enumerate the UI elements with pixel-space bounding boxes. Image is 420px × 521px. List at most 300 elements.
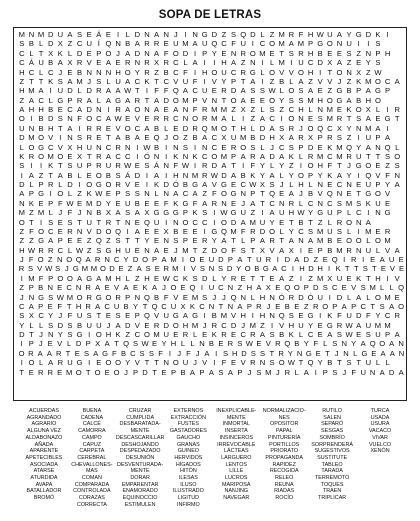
letter-cell[interactable]: C bbox=[173, 67, 179, 77]
letter-cell[interactable]: F bbox=[77, 114, 82, 124]
letter-cell[interactable]: V bbox=[269, 245, 275, 255]
letter-cell[interactable]: Z bbox=[29, 208, 34, 218]
letter-cell[interactable]: R bbox=[47, 367, 53, 377]
letter-cell[interactable]: Y bbox=[57, 330, 63, 339]
letter-cell[interactable]: R bbox=[115, 180, 121, 189]
letter-cell[interactable]: C bbox=[221, 39, 227, 49]
letter-cell[interactable]: A bbox=[204, 348, 210, 358]
letter-cell[interactable]: V bbox=[279, 67, 285, 77]
letter-cell[interactable]: T bbox=[57, 123, 63, 133]
letter-cell[interactable]: L bbox=[298, 151, 304, 161]
letter-cell[interactable]: H bbox=[384, 48, 391, 58]
letter-cell[interactable]: P bbox=[385, 86, 391, 96]
letter-cell[interactable]: R bbox=[256, 301, 262, 311]
letter-cell[interactable]: L bbox=[38, 39, 44, 49]
letter-cell[interactable]: A bbox=[256, 283, 262, 293]
letter-cell[interactable]: P bbox=[250, 236, 256, 246]
letter-cell[interactable]: O bbox=[244, 264, 251, 274]
letter-cell[interactable]: I bbox=[20, 358, 23, 368]
letter-cell[interactable]: V bbox=[134, 320, 140, 330]
letter-cell[interactable]: C bbox=[218, 283, 224, 293]
letter-cell[interactable]: W bbox=[268, 86, 276, 96]
letter-cell[interactable]: D bbox=[211, 30, 218, 39]
letter-cell[interactable]: C bbox=[173, 273, 179, 283]
letter-cell[interactable]: D bbox=[355, 311, 362, 321]
letter-cell[interactable]: R bbox=[346, 151, 352, 161]
letter-cell[interactable]: Z bbox=[317, 217, 323, 227]
letter-cell[interactable]: S bbox=[250, 142, 256, 152]
letter-cell[interactable]: N bbox=[163, 30, 169, 39]
letter-cell[interactable]: V bbox=[327, 76, 333, 86]
letter-cell[interactable]: R bbox=[230, 142, 237, 152]
letter-cell[interactable]: X bbox=[180, 301, 186, 311]
letter-cell[interactable]: B bbox=[77, 67, 83, 77]
letter-cell[interactable]: K bbox=[327, 142, 333, 152]
letter-cell[interactable]: M bbox=[278, 30, 285, 39]
letter-cell[interactable]: O bbox=[170, 283, 177, 293]
letter-cell[interactable]: L bbox=[48, 95, 53, 105]
letter-cell[interactable]: D bbox=[250, 30, 256, 39]
letter-cell[interactable]: O bbox=[220, 217, 227, 227]
letter-cell[interactable]: L bbox=[375, 105, 381, 114]
letter-cell[interactable]: S bbox=[360, 283, 366, 293]
letter-cell[interactable]: P bbox=[96, 48, 102, 58]
letter-cell[interactable]: I bbox=[357, 170, 360, 180]
letter-cell[interactable]: W bbox=[95, 189, 103, 199]
letter-cell[interactable]: U bbox=[208, 255, 215, 264]
letter-cell[interactable]: V bbox=[211, 180, 217, 189]
letter-cell[interactable]: C bbox=[115, 151, 121, 161]
letter-cell[interactable]: I bbox=[145, 86, 148, 96]
letter-cell[interactable]: A bbox=[394, 76, 400, 86]
letter-cell[interactable]: C bbox=[269, 114, 275, 124]
letter-cell[interactable]: C bbox=[201, 151, 208, 161]
letter-cell[interactable]: R bbox=[55, 348, 62, 358]
letter-cell[interactable]: S bbox=[218, 264, 224, 274]
letter-cell[interactable]: Y bbox=[308, 320, 314, 330]
letter-cell[interactable]: S bbox=[19, 311, 25, 321]
letter-cell[interactable]: A bbox=[279, 273, 285, 283]
letter-cell[interactable]: N bbox=[211, 95, 218, 105]
letter-cell[interactable]: I bbox=[215, 348, 218, 358]
letter-cell[interactable]: T bbox=[152, 367, 157, 377]
letter-cell[interactable]: S bbox=[336, 226, 342, 236]
letter-cell[interactable]: M bbox=[182, 39, 189, 49]
letter-cell[interactable]: O bbox=[269, 67, 276, 77]
letter-cell[interactable]: E bbox=[192, 236, 198, 246]
letter-cell[interactable]: O bbox=[172, 48, 179, 58]
letter-cell[interactable]: A bbox=[154, 30, 160, 39]
letter-cell[interactable]: I bbox=[251, 39, 254, 49]
letter-cell[interactable]: T bbox=[279, 236, 284, 246]
letter-cell[interactable]: O bbox=[355, 236, 362, 246]
letter-cell[interactable]: T bbox=[353, 264, 359, 274]
letter-cell[interactable]: E bbox=[57, 283, 63, 293]
letter-cell[interactable]: U bbox=[298, 58, 304, 68]
letter-cell[interactable]: G bbox=[384, 114, 391, 124]
letter-cell[interactable]: S bbox=[365, 330, 371, 339]
letter-cell[interactable]: O bbox=[57, 273, 64, 283]
letter-cell[interactable]: A bbox=[154, 48, 160, 58]
letter-cell[interactable]: O bbox=[307, 161, 314, 171]
letter-cell[interactable]: Y bbox=[221, 76, 227, 86]
letter-cell[interactable]: R bbox=[221, 86, 227, 96]
letter-cell[interactable]: H bbox=[170, 339, 177, 349]
letter-cell[interactable]: O bbox=[293, 283, 300, 293]
letter-cell[interactable]: X bbox=[336, 123, 342, 133]
letter-cell[interactable]: O bbox=[38, 133, 45, 143]
letter-cell[interactable]: M bbox=[28, 273, 35, 283]
letter-cell[interactable]: A bbox=[360, 339, 366, 349]
letter-cell[interactable]: Q bbox=[143, 217, 150, 227]
letter-cell[interactable]: S bbox=[362, 264, 368, 274]
letter-cell[interactable]: X bbox=[240, 105, 246, 114]
letter-cell[interactable]: E bbox=[221, 142, 227, 152]
letter-cell[interactable]: G bbox=[192, 311, 199, 321]
letter-cell[interactable]: H bbox=[19, 86, 25, 96]
letter-cell[interactable]: Y bbox=[308, 208, 314, 218]
letter-cell[interactable]: S bbox=[134, 189, 140, 199]
letter-cell[interactable]: S bbox=[237, 339, 243, 349]
letter-cell[interactable]: D bbox=[19, 330, 25, 339]
letter-cell[interactable]: R bbox=[227, 339, 234, 349]
letter-cell[interactable]: B bbox=[211, 311, 217, 321]
letter-cell[interactable]: R bbox=[288, 123, 295, 133]
letter-cell[interactable]: T bbox=[365, 151, 371, 161]
letter-cell[interactable]: Y bbox=[317, 170, 323, 180]
letter-cell[interactable]: I bbox=[213, 217, 216, 227]
letter-cell[interactable]: Y bbox=[346, 170, 352, 180]
letter-cell[interactable]: P bbox=[38, 301, 44, 311]
letter-cell[interactable]: I bbox=[299, 161, 302, 171]
letter-cell[interactable]: D bbox=[57, 320, 64, 330]
letter-cell[interactable]: Z bbox=[303, 301, 309, 311]
letter-cell[interactable]: Y bbox=[48, 311, 54, 321]
letter-cell[interactable]: E bbox=[240, 273, 246, 283]
letter-cell[interactable]: S bbox=[115, 170, 121, 180]
letter-cell[interactable]: P bbox=[85, 339, 91, 349]
letter-cell[interactable]: C bbox=[134, 76, 141, 86]
letter-cell[interactable]: B bbox=[317, 48, 323, 58]
letter-cell[interactable]: L bbox=[38, 320, 44, 330]
letter-cell[interactable]: Q bbox=[365, 170, 372, 180]
letter-cell[interactable]: E bbox=[163, 105, 169, 114]
letter-cell[interactable]: P bbox=[237, 367, 243, 377]
letter-cell[interactable]: Ó bbox=[307, 292, 314, 302]
letter-cell[interactable]: O bbox=[66, 273, 73, 283]
letter-cell[interactable]: L bbox=[190, 339, 195, 349]
letter-cell[interactable]: O bbox=[115, 358, 122, 368]
letter-cell[interactable]: J bbox=[222, 292, 226, 302]
letter-cell[interactable]: G bbox=[230, 189, 237, 199]
letter-cell[interactable]: I bbox=[213, 58, 216, 68]
letter-cell[interactable]: L bbox=[366, 236, 371, 246]
letter-cell[interactable]: Y bbox=[125, 358, 131, 368]
letter-cell[interactable]: P bbox=[151, 255, 158, 264]
letter-cell[interactable]: L bbox=[395, 142, 400, 152]
letter-cell[interactable]: H bbox=[232, 348, 238, 358]
letter-cell[interactable]: J bbox=[39, 330, 43, 339]
letter-cell[interactable]: J bbox=[19, 292, 24, 302]
letter-cell[interactable]: O bbox=[75, 367, 82, 377]
letter-cell[interactable]: E bbox=[105, 123, 111, 133]
letter-cell[interactable]: I bbox=[194, 48, 197, 58]
letter-cell[interactable]: L bbox=[192, 330, 198, 339]
letter-cell[interactable]: Y bbox=[105, 198, 111, 208]
letter-cell[interactable]: F bbox=[29, 226, 34, 236]
letter-cell[interactable]: C bbox=[240, 180, 246, 189]
letter-cell[interactable]: I bbox=[49, 86, 52, 96]
letter-cell[interactable]: Q bbox=[230, 292, 237, 302]
letter-cell[interactable]: B bbox=[38, 114, 44, 124]
letter-cell[interactable]: H bbox=[246, 283, 253, 293]
letter-cell[interactable]: P bbox=[375, 133, 381, 143]
letter-cell[interactable]: B bbox=[173, 226, 179, 236]
letter-cell[interactable]: V bbox=[115, 123, 121, 133]
letter-cell[interactable]: A bbox=[202, 198, 208, 208]
letter-cell[interactable]: I bbox=[20, 339, 23, 349]
letter-cell[interactable]: E bbox=[96, 133, 102, 143]
letter-cell[interactable]: A bbox=[173, 189, 179, 199]
letter-cell[interactable]: L bbox=[125, 30, 130, 39]
letter-cell[interactable]: E bbox=[380, 264, 386, 274]
letter-cell[interactable]: R bbox=[57, 358, 64, 368]
letter-cell[interactable]: H bbox=[182, 320, 189, 330]
letter-cell[interactable]: B bbox=[67, 170, 73, 180]
letter-cell[interactable]: X bbox=[67, 142, 73, 152]
letter-cell[interactable]: G bbox=[262, 264, 269, 274]
letter-cell[interactable]: A bbox=[67, 76, 73, 86]
letter-cell[interactable]: N bbox=[208, 264, 215, 274]
letter-cell[interactable]: Z bbox=[365, 67, 371, 77]
letter-cell[interactable]: W bbox=[124, 161, 132, 171]
letter-cell[interactable]: V bbox=[375, 170, 381, 180]
letter-cell[interactable]: H bbox=[317, 264, 323, 274]
letter-cell[interactable]: A bbox=[48, 358, 54, 368]
letter-cell[interactable]: G bbox=[38, 189, 45, 199]
letter-cell[interactable]: E bbox=[154, 236, 160, 246]
letter-cell[interactable]: J bbox=[87, 76, 92, 86]
letter-cell[interactable]: G bbox=[38, 292, 45, 302]
letter-cell[interactable]: I bbox=[88, 358, 91, 368]
letter-cell[interactable]: E bbox=[125, 311, 131, 321]
letter-cell[interactable]: R bbox=[288, 30, 295, 39]
letter-cell[interactable]: P bbox=[86, 161, 92, 171]
letter-cell[interactable]: F bbox=[186, 348, 191, 358]
letter-cell[interactable]: Z bbox=[269, 76, 275, 86]
letter-cell[interactable]: Q bbox=[326, 189, 333, 199]
letter-cell[interactable]: X bbox=[259, 180, 265, 189]
letter-cell[interactable]: R bbox=[250, 358, 256, 368]
letter-cell[interactable]: T bbox=[221, 95, 227, 105]
letter-cell[interactable]: S bbox=[250, 86, 256, 96]
letter-cell[interactable]: N bbox=[47, 330, 54, 339]
letter-cell[interactable]: O bbox=[346, 236, 353, 246]
letter-cell[interactable]: R bbox=[38, 245, 44, 255]
letter-cell[interactable]: G bbox=[355, 161, 362, 171]
letter-cell[interactable]: A bbox=[95, 301, 101, 311]
letter-cell[interactable]: G bbox=[365, 189, 372, 199]
letter-cell[interactable]: Z bbox=[19, 95, 25, 105]
letter-cell[interactable]: U bbox=[365, 358, 372, 368]
letter-cell[interactable]: T bbox=[337, 358, 342, 368]
letter-cell[interactable]: R bbox=[105, 217, 112, 227]
letter-cell[interactable]: D bbox=[47, 39, 54, 49]
letter-cell[interactable]: Q bbox=[369, 339, 376, 349]
letter-cell[interactable]: N bbox=[375, 142, 381, 152]
letter-cell[interactable]: C bbox=[96, 114, 102, 124]
letter-cell[interactable]: T bbox=[134, 86, 140, 96]
letter-cell[interactable]: X bbox=[259, 245, 265, 255]
letter-cell[interactable]: O bbox=[172, 133, 179, 143]
letter-cell[interactable]: P bbox=[48, 273, 54, 283]
letter-cell[interactable]: G bbox=[192, 180, 199, 189]
letter-cell[interactable]: I bbox=[203, 226, 206, 236]
letter-cell[interactable]: Z bbox=[327, 86, 333, 96]
letter-cell[interactable]: J bbox=[77, 208, 82, 218]
letter-cell[interactable]: N bbox=[269, 311, 275, 321]
letter-cell[interactable]: Z bbox=[86, 245, 92, 255]
letter-cell[interactable]: M bbox=[384, 292, 391, 302]
letter-cell[interactable]: W bbox=[66, 198, 74, 208]
letter-cell[interactable]: P bbox=[375, 48, 381, 58]
letter-cell[interactable]: C bbox=[259, 39, 266, 49]
letter-cell[interactable]: Y bbox=[356, 142, 362, 152]
letter-cell[interactable]: Q bbox=[172, 86, 179, 96]
letter-cell[interactable]: O bbox=[346, 217, 353, 227]
letter-cell[interactable]: C bbox=[384, 76, 391, 86]
letter-cell[interactable]: S bbox=[67, 330, 73, 339]
letter-cell[interactable]: I bbox=[203, 58, 206, 68]
letter-cell[interactable]: A bbox=[182, 86, 188, 96]
letter-cell[interactable]: J bbox=[202, 320, 207, 330]
letter-cell[interactable]: H bbox=[269, 133, 275, 143]
letter-cell[interactable]: I bbox=[362, 255, 365, 264]
letter-cell[interactable]: H bbox=[75, 301, 82, 311]
letter-cell[interactable]: S bbox=[67, 217, 73, 227]
letter-cell[interactable]: N bbox=[75, 283, 82, 293]
letter-cell[interactable]: A bbox=[19, 105, 25, 114]
letter-cell[interactable]: D bbox=[308, 264, 314, 274]
letter-cell[interactable]: I bbox=[291, 264, 294, 274]
letter-cell[interactable]: S bbox=[125, 208, 131, 218]
letter-cell[interactable]: T bbox=[250, 245, 256, 255]
letter-cell[interactable]: N bbox=[317, 198, 323, 208]
letter-cell[interactable]: L bbox=[353, 348, 358, 358]
letter-cell[interactable]: A bbox=[298, 76, 304, 86]
letter-cell[interactable]: Y bbox=[161, 339, 167, 349]
letter-cell[interactable]: E bbox=[173, 330, 179, 339]
letter-cell[interactable]: Z bbox=[346, 58, 352, 68]
letter-cell[interactable]: Z bbox=[47, 255, 53, 264]
letter-cell[interactable]: Q bbox=[143, 292, 150, 302]
letter-cell[interactable]: D bbox=[96, 198, 102, 208]
letter-cell[interactable]: R bbox=[96, 151, 102, 161]
letter-cell[interactable]: T bbox=[218, 301, 224, 311]
letter-cell[interactable]: Ó bbox=[143, 151, 150, 161]
letter-cell[interactable]: L bbox=[38, 67, 44, 77]
letter-cell[interactable]: X bbox=[308, 133, 314, 143]
letter-cell[interactable]: A bbox=[341, 301, 347, 311]
letter-cell[interactable]: J bbox=[193, 358, 197, 368]
letter-cell[interactable]: M bbox=[249, 320, 256, 330]
letter-cell[interactable]: A bbox=[259, 114, 265, 124]
letter-cell[interactable]: S bbox=[322, 283, 328, 293]
letter-cell[interactable]: O bbox=[172, 358, 179, 368]
letter-cell[interactable]: R bbox=[211, 198, 218, 208]
letter-cell[interactable]: O bbox=[105, 292, 112, 302]
letter-cell[interactable]: F bbox=[38, 273, 44, 283]
letter-cell[interactable]: A bbox=[115, 320, 121, 330]
letter-cell[interactable]: O bbox=[172, 320, 179, 330]
letter-cell[interactable]: C bbox=[360, 301, 366, 311]
letter-cell[interactable]: P bbox=[182, 208, 188, 218]
letter-cell[interactable]: J bbox=[270, 142, 274, 152]
letter-cell[interactable]: L bbox=[125, 273, 130, 283]
letter-cell[interactable]: B bbox=[356, 95, 362, 105]
letter-cell[interactable]: A bbox=[303, 367, 309, 377]
letter-cell[interactable]: D bbox=[163, 95, 169, 105]
letter-cell[interactable]: F bbox=[57, 198, 63, 208]
letter-cell[interactable]: E bbox=[115, 198, 121, 208]
letter-cell[interactable]: G bbox=[201, 30, 208, 39]
letter-cell[interactable]: U bbox=[76, 161, 83, 171]
letter-cell[interactable]: E bbox=[279, 189, 285, 199]
letter-cell[interactable]: A bbox=[240, 95, 246, 105]
letter-cell[interactable]: H bbox=[201, 67, 208, 77]
letter-cell[interactable]: R bbox=[278, 348, 284, 358]
letter-cell[interactable]: A bbox=[250, 198, 256, 208]
letter-cell[interactable]: Z bbox=[260, 320, 265, 330]
letter-cell[interactable]: X bbox=[221, 133, 227, 143]
letter-cell[interactable]: A bbox=[38, 86, 44, 96]
letter-cell[interactable]: K bbox=[182, 273, 188, 283]
letter-cell[interactable]: I bbox=[314, 367, 317, 377]
letter-cell[interactable]: P bbox=[246, 301, 252, 311]
letter-cell[interactable]: Z bbox=[250, 105, 256, 114]
letter-cell[interactable]: S bbox=[133, 339, 139, 349]
letter-cell[interactable]: L bbox=[29, 180, 34, 189]
letter-cell[interactable]: N bbox=[144, 245, 150, 255]
letter-cell[interactable]: M bbox=[230, 226, 237, 236]
letter-cell[interactable]: N bbox=[67, 114, 73, 124]
letter-cell[interactable]: A bbox=[154, 245, 160, 255]
letter-cell[interactable]: W bbox=[181, 161, 190, 171]
letter-cell[interactable]: R bbox=[336, 217, 343, 227]
letter-cell[interactable]: B bbox=[28, 39, 34, 49]
letter-cell[interactable]: X bbox=[48, 48, 54, 58]
letter-cell[interactable]: N bbox=[28, 30, 35, 39]
letter-cell[interactable]: D bbox=[259, 226, 266, 236]
letter-cell[interactable]: W bbox=[45, 264, 53, 274]
letter-cell[interactable]: G bbox=[86, 273, 93, 283]
letter-cell[interactable]: Á bbox=[28, 58, 34, 68]
letter-cell[interactable]: V bbox=[190, 264, 196, 274]
letter-cell[interactable]: X bbox=[57, 39, 63, 49]
letter-cell[interactable]: R bbox=[350, 255, 357, 264]
letter-cell[interactable]: S bbox=[269, 330, 275, 339]
letter-cell[interactable]: E bbox=[144, 320, 150, 330]
letter-cell[interactable]: A bbox=[389, 348, 395, 358]
letter-cell[interactable]: A bbox=[105, 114, 111, 124]
letter-cell[interactable]: T bbox=[142, 301, 148, 311]
letter-cell[interactable]: E bbox=[398, 264, 405, 274]
letter-cell[interactable]: A bbox=[294, 255, 300, 264]
letter-cell[interactable]: I bbox=[203, 76, 206, 86]
letter-cell[interactable]: J bbox=[337, 76, 342, 86]
letter-cell[interactable]: M bbox=[220, 105, 228, 114]
letter-cell[interactable]: J bbox=[299, 123, 303, 133]
